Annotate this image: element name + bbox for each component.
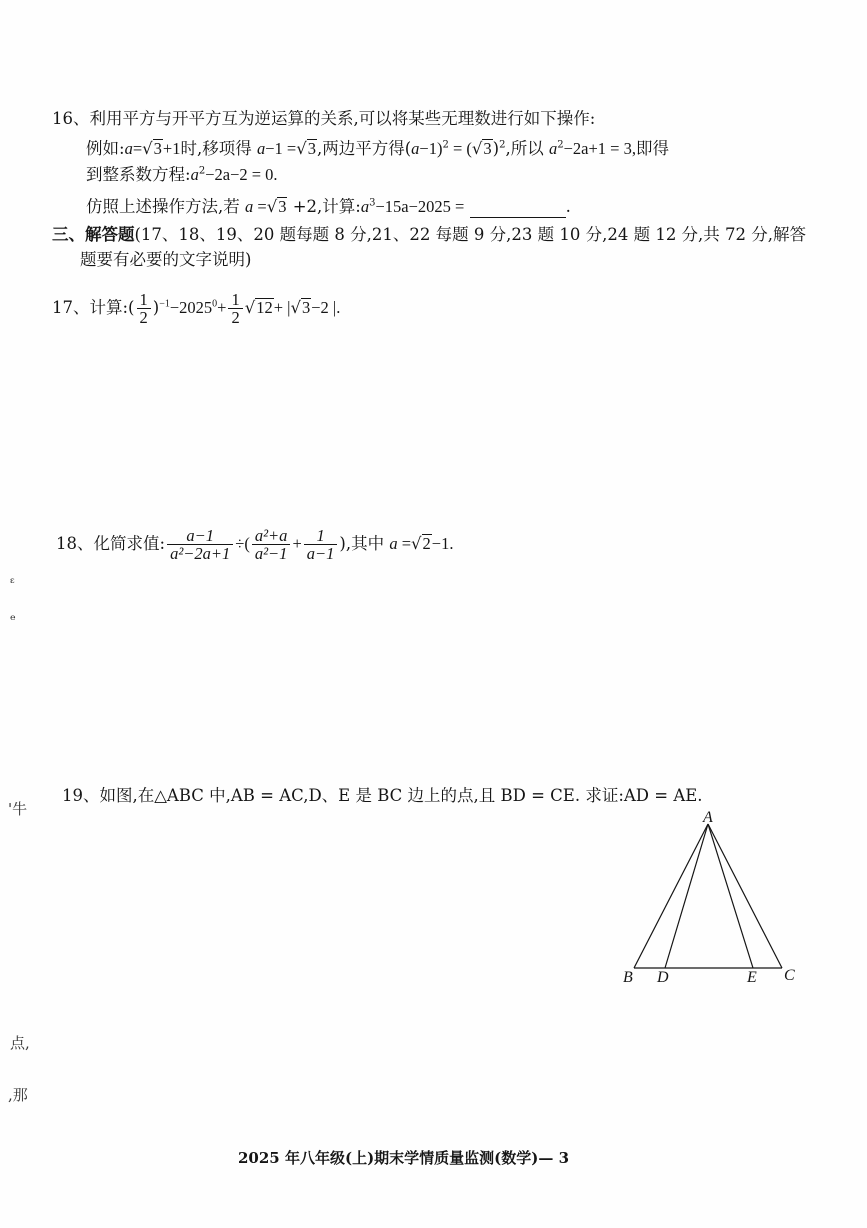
page-footer: 2025 年八年级(上)期末学情质量监测(数学)— 3 — [238, 1149, 570, 1167]
q18: 18、化简求值: $\frac{a-1}{\text{a²−2a+1}}$ ÷( $\frac{\text{a²+a}}{\text{a²−1}}$ + $\frac{1}{a-1}$ ),其中 a =√2−1. — [56, 526, 454, 563]
section3-desc-line2: 题要有必要的文字说明) — [80, 250, 252, 269]
triangle-diagram — [620, 810, 810, 990]
label-E: E — [747, 969, 757, 986]
section3-header: 三、解答题(17、18、19、20 题每题 8 分,21、22 每题 9 分,23 题 10 分,24 题 12 分,共 72 分,解答 — [52, 225, 807, 244]
section3-title: 三、解答题 — [52, 225, 135, 244]
q16-answer-blank[interactable] — [470, 201, 566, 218]
q18-fraction-1: $\frac{a-1}{\text{a²−2a+1}}$ — [167, 527, 233, 562]
q17-fraction: $\frac{1}{2}$ — [137, 291, 151, 326]
q16-task: 仿照上述操作方法,若 a =√3 +2,计算$:a^3-15a-2025$ = . — [86, 197, 571, 216]
segment-AE — [708, 824, 753, 968]
q16-integer-equation: 到整系数方程$:a^2-2a-2 = 0$. — [86, 165, 278, 184]
label-A: A — [703, 810, 713, 826]
q19-text: 19、如图,在△ABC 中,AB = AC,D、E 是 BC 边上的点,且 BD = CE. 求证:AD = AE. — [62, 786, 703, 805]
q17-half: $\frac{1}{2}$ — [228, 291, 242, 326]
q18-fraction-2: $\frac{\text{a²+a}}{\text{a²−1}}$ — [252, 527, 291, 562]
margin-mark-3: '牛 — [8, 800, 28, 818]
label-D: D — [657, 969, 669, 986]
margin-mark-5: ,那 — [8, 1086, 28, 1104]
segment-AC — [708, 824, 782, 968]
margin-mark-2: ₑ — [10, 606, 16, 624]
q16-example-line: 例如:a=√3+1时,移项得 a−1 =√3,两边平方得$(a-1)^2 = (√3)^2$,所以 $a^2-2a+1 = 3$,即得 — [86, 139, 669, 158]
q16-intro: 16、利用平方与开平方互为逆运算的关系,可以将某些无理数进行如下操作: — [52, 109, 596, 128]
q18-fraction-3: $\frac{1}{a-1}$ — [304, 527, 338, 562]
q17: 17、计算:( $\frac{1}{2}$ )$^{-1}-2025^0+$ $\frac{1}{2}$ √12+ |√3−2 |. — [52, 290, 341, 327]
margin-mark-1: ᵋ — [10, 574, 16, 592]
label-C: C — [784, 967, 795, 984]
q16-number: 16、 — [52, 109, 90, 128]
margin-mark-4: 点, — [10, 1034, 30, 1052]
label-B: B — [623, 969, 633, 986]
